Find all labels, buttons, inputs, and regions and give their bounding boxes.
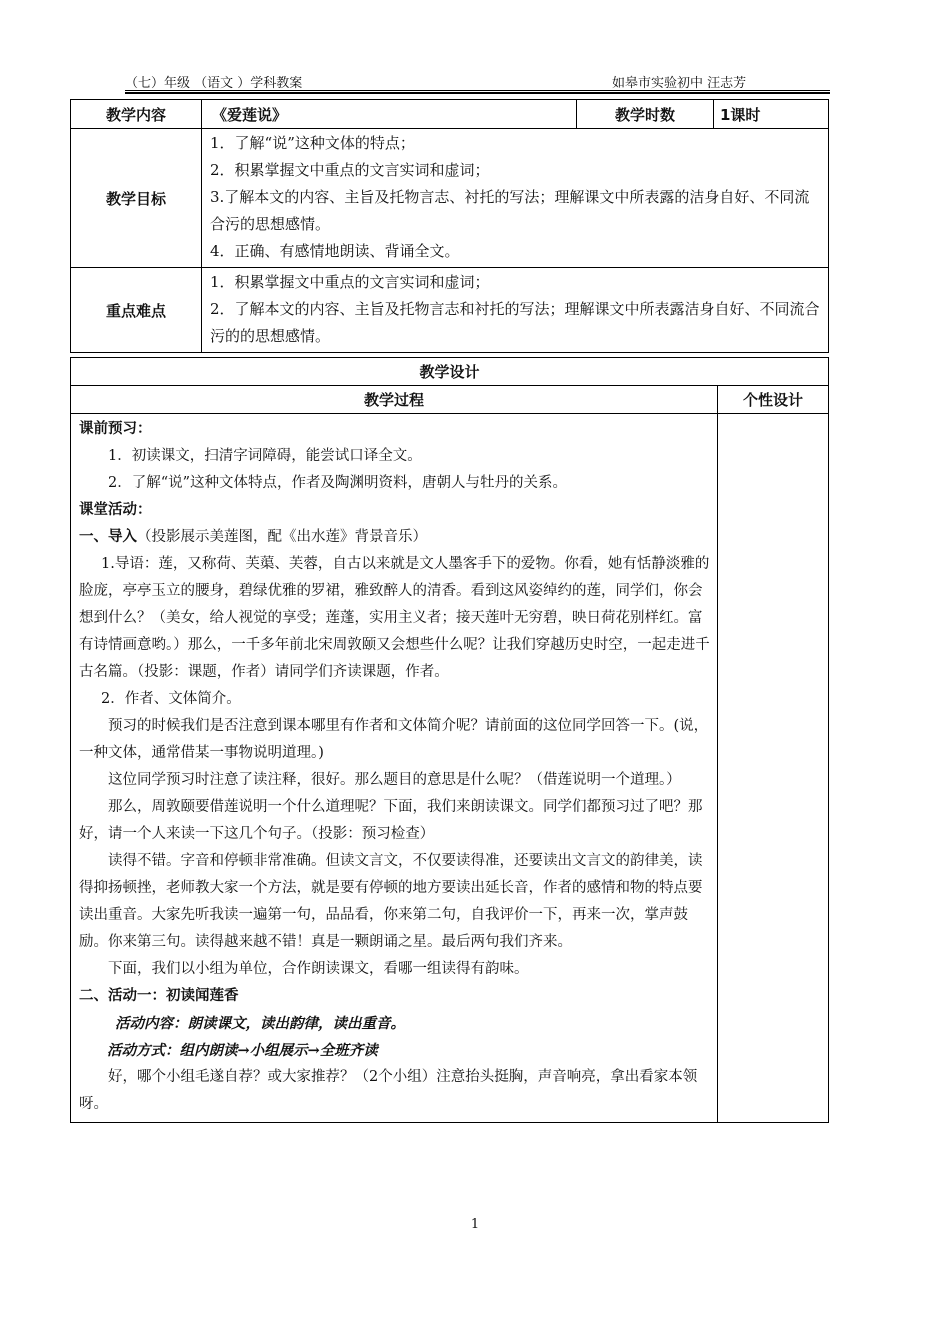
intro-paragraph: 读得不错。字音和停顿非常准确。但读文言文，不仅要读得准，还要读出文言文的韵律美，读得抑扬顿挫，老师教大家一个方法，就是要有停顿的地方要读出延长音，作者的感情和物的特点要读出重音。大家先听我读一遍第一句，品品看，你来第二句，自我评价一下，再来一次，掌声鼓励。你来第三句。读得越来越不错！真是一颗朗诵之星。最后两句我们齐来。	[79, 853, 703, 950]
activity-one-paragraph: 好，哪个小组毛遂自荐？或大家推荐？（2个小组）注意抬头挺胸，声音响亮，拿出看家本领呀。	[79, 1069, 698, 1112]
design-band: 教学设计	[71, 358, 829, 386]
intro-heading: 一、导入	[79, 529, 137, 545]
content-label: 教学内容	[71, 100, 202, 129]
preview-heading: 课前预习：	[79, 421, 152, 437]
process-content	[71, 414, 718, 1123]
personal-design-cell	[718, 414, 829, 1123]
preview-item: 2．了解“说”这种文体特点，作者及陶渊明资料，唐朝人与牡丹的关系。	[108, 475, 568, 491]
goals-list	[202, 129, 829, 268]
intro-paragraph: 那么，周敦颐要借莲说明一个什么道理呢？下面，我们来朗读课文。同学们都预习过了吧？那好，请一个人来读一下这几个句子。（投影：预习检查）	[79, 799, 703, 842]
intro-paragraph: 1.导语：莲，又称荷、芙蕖、芙蓉，自古以来就是文人墨客手下的爱物。你看，她有恬静淡雅的脸庞，亭亭玉立的腰身，碧绿优雅的罗裙，雅致醉人的清香。看到这风姿绰约的莲，同学们，你会想到什么？（美女，给人视觉的享受；莲蓬，实用主义者；接天莲叶无穷碧，映日荷花别样红。富有诗情画意哟。）那么，一千多年前北宋周敦颐又会想些什么呢？让我们穿越历史时空，一起走进千古名篇。（投影：课题，作者）请同学们齐读课题，作者。	[79, 556, 710, 680]
activity-heading: 课堂活动：	[79, 502, 152, 518]
page-header	[125, 70, 830, 91]
header-grade-subject: （七）年级 （语文 ）学科教案	[125, 76, 303, 91]
intro-paragraph: 下面，我们以小组为单位，合作朗读课文，看哪一组读得有韵味。	[108, 961, 529, 977]
goal-item: 3.了解本文的内容、主旨及托物言志、衬托的写法；理解课文中所表露的洁身自好、不同流合污的思想感情。	[210, 188, 810, 233]
key-points-row	[71, 268, 829, 353]
activity-one-content: 活动内容：朗读课文，读出韵律，读出重音。	[115, 1015, 405, 1032]
goal-item: 2．积累掌握文中重点的文言实词和虚词；	[210, 161, 490, 179]
intro-line	[79, 524, 711, 551]
process-heading: 教学过程	[71, 386, 718, 414]
header-school-author: 如皋市实验初中 汪志芳	[612, 76, 747, 91]
intro-paragraph: 2．作者、文体简介。	[101, 691, 241, 707]
info-row	[71, 100, 829, 129]
intro-note: （投影展示美莲图，配《出水莲》背景音乐）	[137, 529, 427, 545]
hours-value: 1课时	[714, 100, 829, 129]
key-point-item: 2．了解本文的内容、主旨及托物言志和衬托的写法；理解课文中所表露洁身自好、不同流合污的的思想感情。	[210, 300, 820, 345]
goal-item: 4．正确、有感情地朗读、背诵全文。	[210, 242, 460, 260]
intro-paragraph: 预习的时候我们是否注意到课本哪里有作者和文体简介呢？请前面的这位同学回答一下。(说，一种文体，通常借某一事物说明道理。)	[79, 718, 709, 761]
goals-row	[71, 129, 829, 268]
page-number: 1	[470, 1217, 480, 1232]
key-points-label: 重点难点	[71, 268, 202, 353]
key-points-list	[202, 268, 829, 353]
activity-one-heading: 二、活动一：初读闻莲香	[79, 988, 239, 1004]
key-point-item: 1．积累掌握文中重点的文言实词和虚词；	[210, 273, 490, 291]
intro-paragraph: 这位同学预习时注意了读注释，很好。那么题目的意思是什么呢？（借莲说明一个道理。）	[108, 772, 681, 788]
activity-one-method: 活动方式：组内朗读→小组展示→全班齐读	[107, 1042, 378, 1059]
goal-item: 1．了解“说”这种文体的特点；	[210, 134, 415, 152]
personal-design-heading: 个性设计	[718, 386, 829, 414]
header-rule	[125, 92, 830, 94]
hours-label: 教学时数	[577, 100, 714, 129]
goals-label: 教学目标	[71, 129, 202, 268]
preview-item: 1．初读课文，扫清字词障碍，能尝试口译全文。	[108, 448, 422, 464]
lesson-plan-table	[70, 99, 828, 1123]
lesson-title: 《爱莲说》	[202, 100, 577, 129]
